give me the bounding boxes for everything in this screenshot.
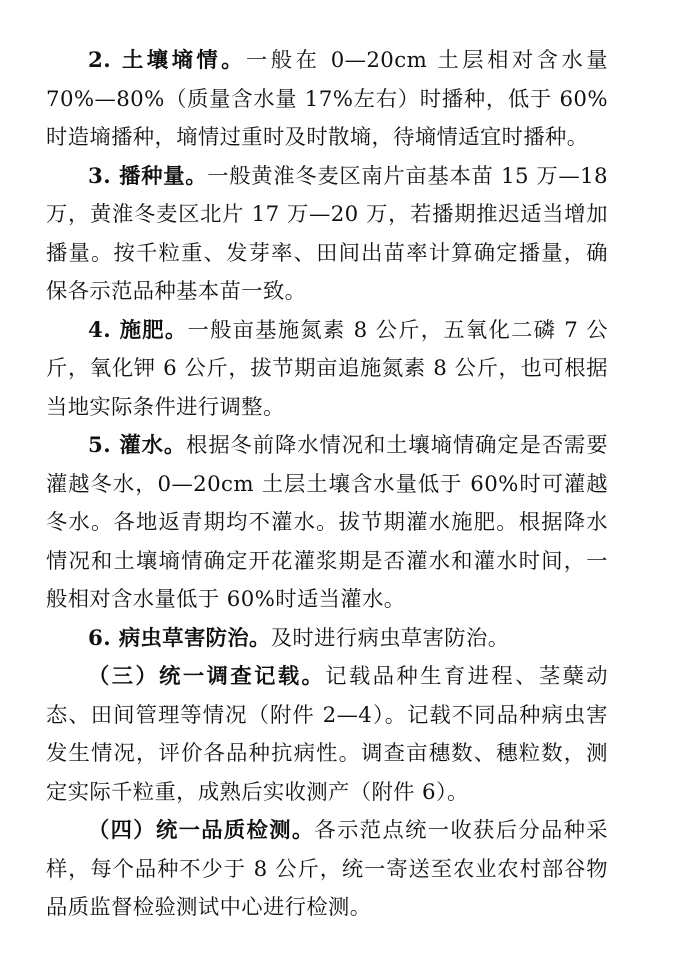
paragraph-body: 根据冬前降水情况和土壤墒情确定是否需要灌越冬水，0—20cm 土层土壤含水量低于 60%时可灌越冬水。各地返青期均不灌水。拔节期灌水施肥。根据降水情况和土壤墒情确定开花灌浆期是否灌水和灌水时间，一般相对含水量低于 60%时适当灌水。 [46, 433, 608, 612]
paragraph-irrigation [46, 427, 608, 620]
paragraph-body: 一般在 0—20cm 土层相对含水量 70%—80%（质量含水量 17%左右）时播种，低于 60%时造墒播种，墒情过重时及时散墒，待墒情适宜时播种。 [46, 48, 608, 150]
paragraph-soil-moisture [46, 42, 608, 158]
paragraph-heading: 5. 灌水。 [88, 433, 187, 458]
paragraph-heading: 2. 土壤墒情。 [88, 48, 246, 73]
paragraph-body: 及时进行病虫草害防治。 [270, 625, 510, 651]
paragraph-heading: （四）统一品质检测。 [88, 818, 315, 843]
paragraph-pest-control [46, 620, 608, 659]
paragraph-seeding-rate [46, 158, 608, 312]
paragraph-body: 记载品种生育进程、茎蘖动态、田间管理等情况（附件 2—4）。记载不同品种病虫害发生情况，评价各品种抗病性。调查亩穗数、穗粒数，测定实际千粒重，成熟后实收测产（附件 6）。 [46, 664, 608, 805]
paragraph-body: 一般亩基施氮素 8 公斤，五氧化二磷 7 公斤，氧化钾 6 公斤，拔节期亩追施氮素 8 公斤，也可根据当地实际条件进行调整。 [46, 317, 608, 420]
paragraph-heading: （三）统一调查记载。 [88, 664, 326, 689]
paragraph-body: 一般黄淮冬麦区南片亩基本苗 15 万—18 万，黄淮冬麦区北片 17 万—20 万，若播期推迟适当增加播量。按千粒重、发芽率、田间出苗率计算确定播量，确保各示范品种基本苗一致。 [46, 163, 608, 304]
paragraph-heading: 3. 播种量。 [88, 163, 208, 189]
paragraph-heading: 4. 施肥。 [88, 317, 188, 343]
paragraph-heading: 6. 病虫草害防治。 [88, 625, 271, 651]
paragraph-fertilization [46, 312, 608, 428]
paragraph-survey-records [46, 658, 608, 812]
paragraph-body: 各示范点统一收获后分品种采样，每个品种不少于 8 公斤，统一寄送至农业农村部谷物品质监督检验测试中心进行检测。 [46, 818, 608, 920]
paragraph-quality-testing [46, 812, 608, 928]
